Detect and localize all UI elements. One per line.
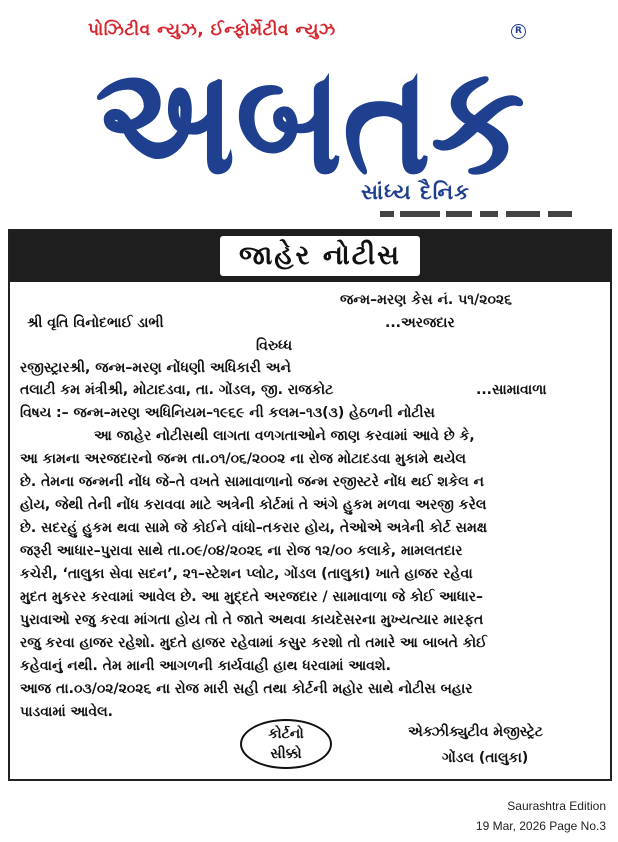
body-line: મુદત મુકરર કરવામાં આવેલ છે. આ મુદ્દતે અરજદાર / સામાવાળા જે કોઈ આધાર– [20,589,483,605]
body-line: જરૂરી આધાર–પુરાવા સાથે તા.૦૯/૦૪/૨૦૨૬ ના રોજ ૧૨/૦૦ કલાકે, મામલતદાર [20,543,463,559]
masthead-tagline: પોઝિટીવ ન્યુઝ, ઈન્ફોર્મેટીવ ન્યુઝ [88,20,336,40]
registered-mark: R [511,24,526,39]
case-number: જન્મ–મરણ કેસ નં. ૫૧/૨૦૨૬ [340,292,512,308]
seal-line: સીક્કો [270,746,302,762]
applicant-role: ...અરજદાર [385,315,455,331]
clipped-text-shape [380,209,600,218]
body-line: આ કામના અરજદારનો જન્મ તા.૦૧/૦૬/૨૦૦૨ ના રોજ મોટાદડવા મુકામે થયેલ [20,451,466,467]
respondent-line-1: રજીસ્ટ્રારશ્રી, જન્મ–મરણ નોંધણી અધિકારી અને [20,360,291,376]
masthead-subtitle: સાંધ્ય દૈનિક [361,180,470,204]
body-line: છે. સદરહું હુકમ થવા સામે જે કોઈને વાંધો–તકરાર હોય, તેઓએ અત્રેની કોર્ટ સમક્ષ [20,520,488,536]
body-line: કહેવાનું નથી. તેમ માની આગળની કાર્યવાહી હાથ ધરવામાં આવશે. [20,658,391,674]
body-line: આજ તા.૦૩/૦૨/૨૦૨૬ ના રોજ મારી સહી તથા કોર્ટની મહોર સાથે નોટીસ બહાર [20,681,473,697]
signatory-title: એક્ઝીક્યુટીવ મેજીસ્ટ્રેટ [408,724,544,740]
court-seal [240,719,332,769]
newspaper-masthead [0,0,618,215]
body-line: પુરાવાઓ રજુ કરવા માંગતા હોય તો તે જાતે અથવા કાયદેસરના મુખ્યત્યાર મારફત [20,612,484,628]
body-line: પાડવામાં આવેલ. [20,704,113,720]
public-notice [8,229,612,781]
body-line: આ જાહેર નોટીસથી લાગતા વળગતાઓને જાણ કરવામાં આવે છે કે, [94,428,475,444]
respondent-line-2: તલાટી કમ મંત્રીશ્રી, મોટાદડવા, તા. ગોંડલ, જી. રાજકોટ [20,382,334,398]
versus-label: વિરુધ્ધ [256,338,293,354]
signatory-office: ગોંડલ (તાલુકા) [442,750,529,766]
body-line: કચેરી, ‘તાલુકા સેવા સદન’, ૨૧–સ્ટેશન પ્લોટ, ગોંડલ (તાલુકા) ખાતે હાજર રહેવા [20,566,473,582]
body-line: હોય, જેથી તેની નોંધ કરાવવા માટે અત્રેની કોર્ટમાં તે અંગે હુકમ મળવા અરજી કરેલ [20,497,487,513]
brand-name: અબતક [95,44,525,184]
notice-header-bar [10,231,610,282]
notice-title: જાહેર નોટીસ [220,236,420,276]
notice-subject: વિષય :– જન્મ–મરણ અધિનિયમ–૧૯૬૯ ની કલમ–૧૩(૩) હેઠળની નોટીસ [20,405,435,421]
applicant-name: શ્રી વૃતિ વિનોદભાઈ ડાભી [27,315,164,331]
clipped-text-fragment [380,208,600,218]
body-line: છે. તેમના જન્મની નોંધ જે–તે વખતે સામાવાળાનો જન્મ રજીસ્ટરે નોંધ થઈ શકેલ ન [20,474,484,490]
edition-label: Saurashtra Edition [507,799,606,813]
respondent-role: ...સામાવાળા [476,382,547,398]
page-info: 19 Mar, 2026 Page No.3 [475,819,606,833]
seal-line: કોર્ટનો [268,726,304,742]
brand-logo [92,44,529,184]
body-line: રજુ કરવા હાજર રહેશો. મુદતે હાજર રહેવામાં કસુર કરશો તો તમારે આ બાબતે કોઈ [20,635,487,651]
